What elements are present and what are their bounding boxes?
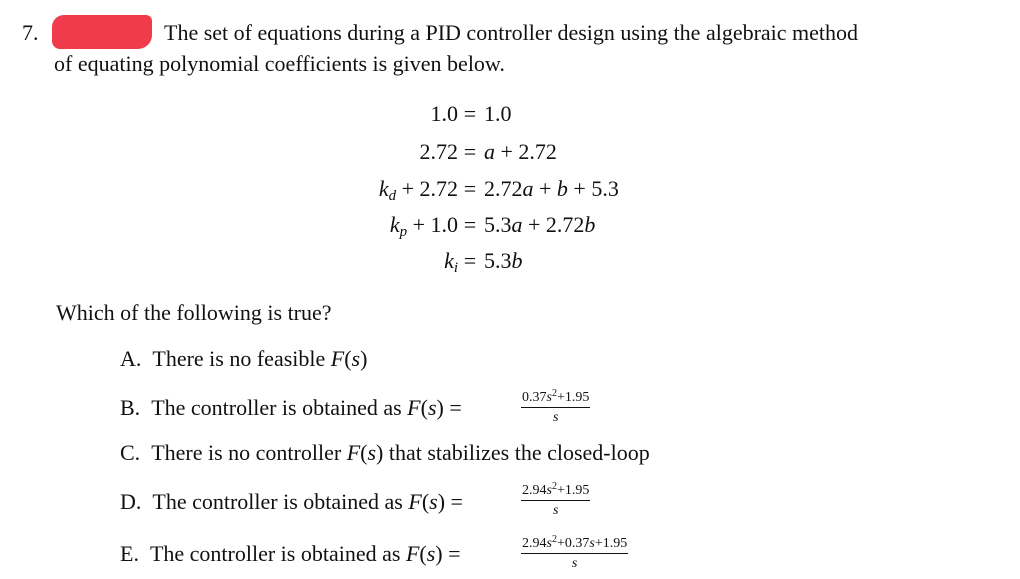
fraction-denominator: s xyxy=(552,410,559,425)
option-a[interactable] xyxy=(120,346,367,372)
equation-rhs: 5.3a + 2.72b xyxy=(484,212,596,237)
option-e[interactable] xyxy=(120,541,461,567)
equation-row xyxy=(0,101,1020,127)
fraction-numerator: $0.37s^2+1.95$ xyxy=(521,390,590,408)
question-intro-line2: of equating polynomial coefficients is given below. xyxy=(54,51,505,76)
equation-rhs: 1.0 xyxy=(484,101,512,126)
equation-rhs: 2.72a + b + 5.3 xyxy=(484,176,619,201)
option-text: The controller is obtained as F(s) = xyxy=(145,395,462,420)
option-b-fraction xyxy=(521,390,590,426)
question-intro-line1: The set of equations during a PID controller design using the algebraic method xyxy=(164,20,859,45)
equation-lhs: 1.0 xyxy=(430,101,458,126)
option-letter: C. xyxy=(120,440,141,465)
equation-row xyxy=(0,212,1020,238)
equals-sign: = xyxy=(463,139,477,164)
equation-lhs: $k_d + 2.72$ xyxy=(378,176,458,204)
option-letter: B. xyxy=(120,395,141,420)
equals-sign: = xyxy=(463,101,477,126)
option-b[interactable] xyxy=(120,395,462,421)
option-e-fraction xyxy=(521,536,628,572)
equation-lhs: $k_p + 1.0$ xyxy=(389,212,458,240)
fraction-denominator: s xyxy=(552,503,559,518)
equation-row xyxy=(0,139,1020,165)
equation-row xyxy=(0,176,1020,202)
fraction-denominator: s xyxy=(571,556,578,571)
equals-sign: = xyxy=(463,212,477,237)
equals-sign: = xyxy=(463,176,477,201)
option-c[interactable] xyxy=(120,440,650,466)
option-letter: D. xyxy=(120,489,142,514)
option-letter: E. xyxy=(120,541,139,566)
option-text: There is no controller F(s) that stabilizes the closed-loop xyxy=(145,440,650,465)
redaction-mark xyxy=(52,15,152,49)
equation-lhs: $k_i$ xyxy=(444,248,458,276)
question-prompt: Which of the following is true? xyxy=(56,300,332,325)
option-d-fraction xyxy=(521,483,590,519)
equals-sign: = xyxy=(463,248,477,273)
option-letter: A. xyxy=(120,346,142,371)
equation-lhs: 2.72 xyxy=(419,139,458,164)
fraction-numerator: $2.94s^2+1.95$ xyxy=(521,483,590,501)
option-d[interactable] xyxy=(120,489,463,515)
equation-row xyxy=(0,248,1020,274)
option-text: There is no feasible F(s) xyxy=(146,346,368,371)
option-text: The controller is obtained as F(s) = xyxy=(146,489,463,514)
fraction-numerator: $2.94s^2+0.37s+1.95$ xyxy=(521,536,628,554)
equation-rhs: a + 2.72 xyxy=(484,139,557,164)
question-number: 7. xyxy=(22,20,39,45)
option-text: The controller is obtained as F(s) = xyxy=(144,541,461,566)
equation-rhs: 5.3b xyxy=(484,248,523,273)
